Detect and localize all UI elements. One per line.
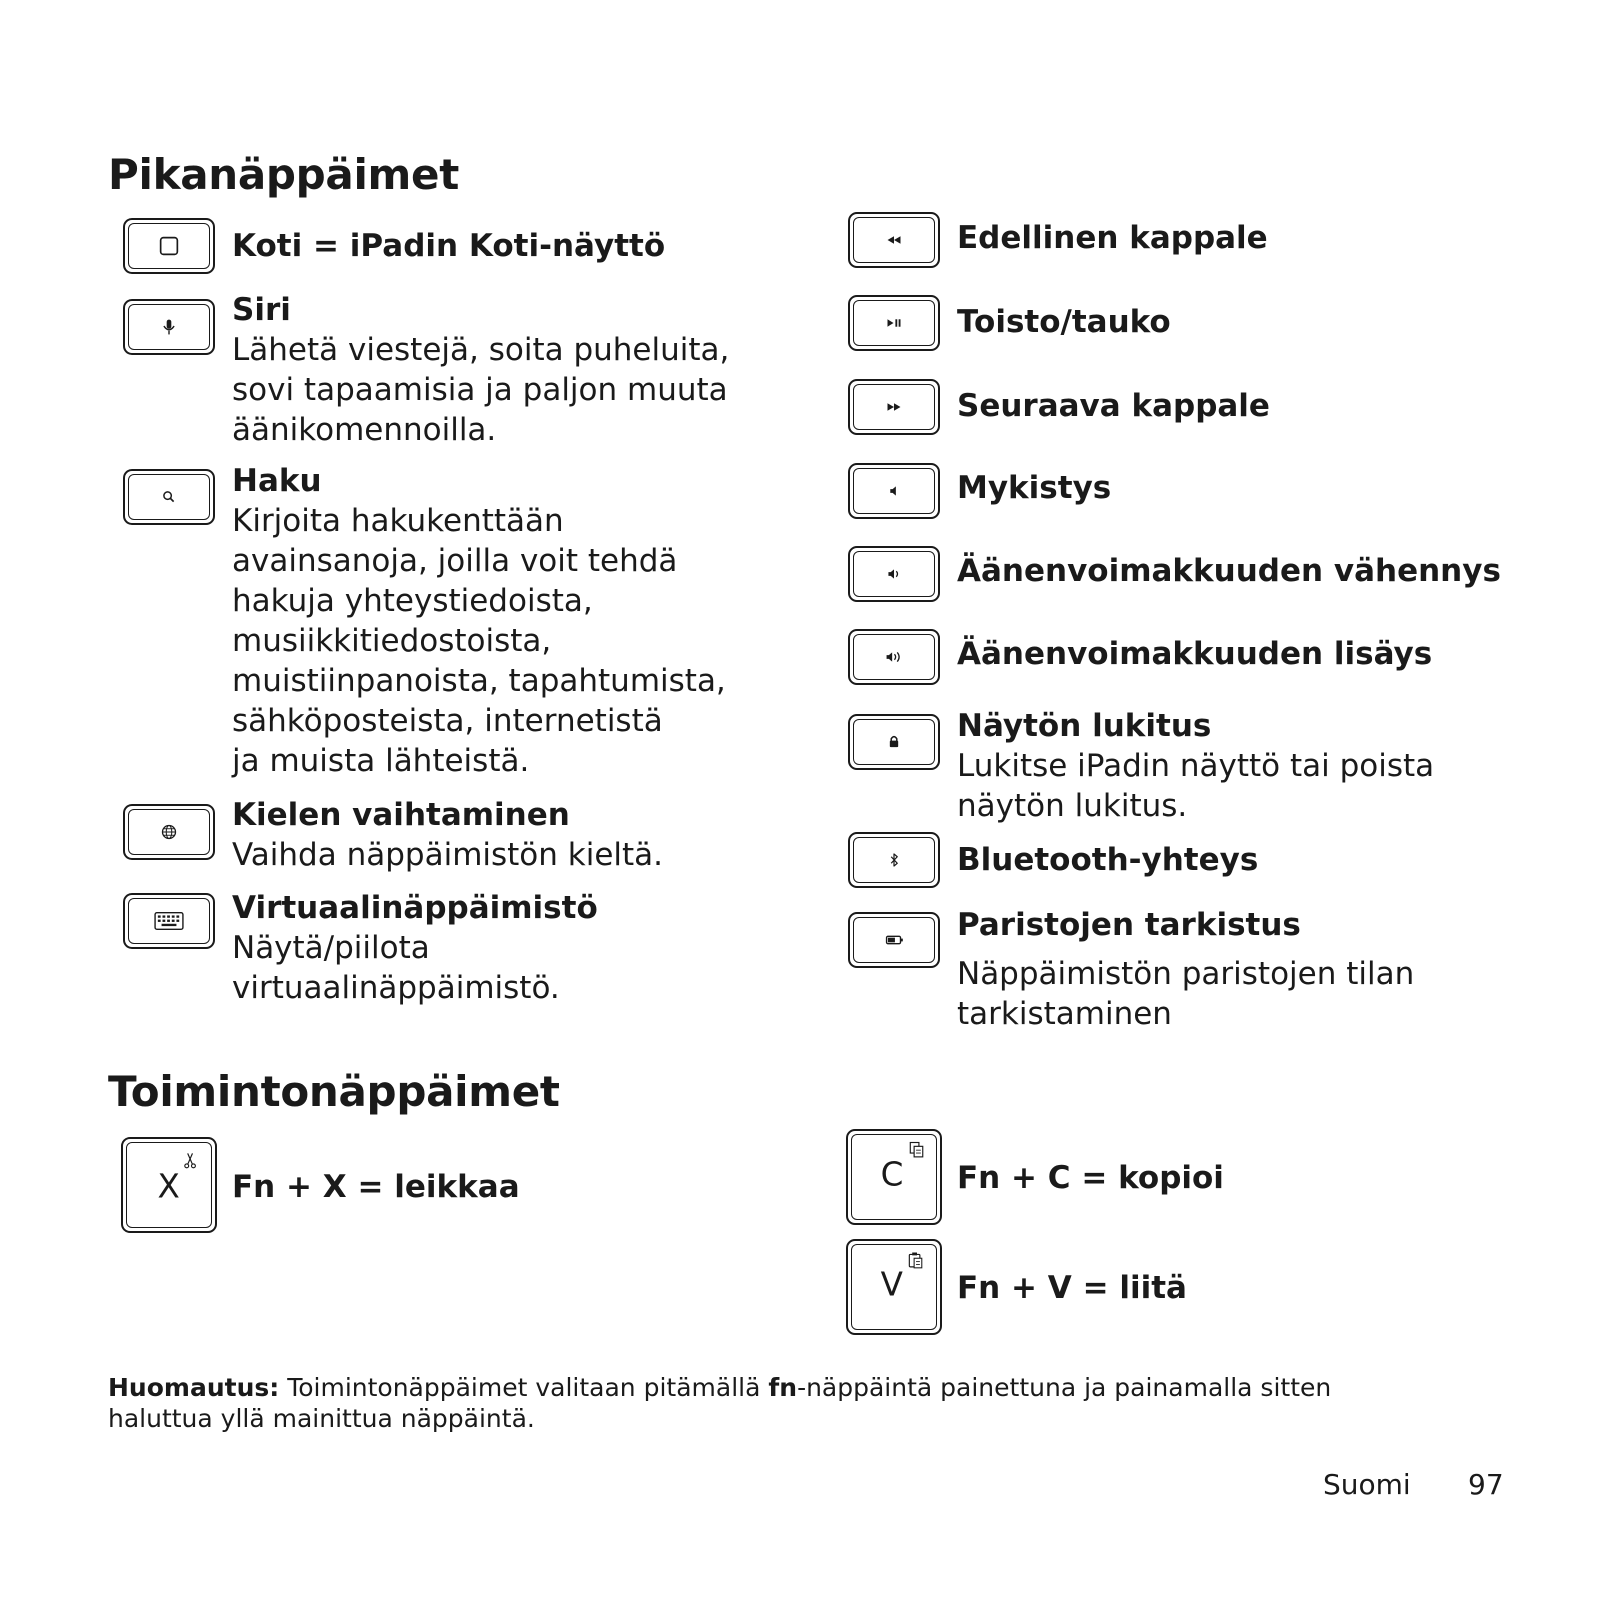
bluetooth-icon — [850, 834, 938, 886]
shortcut-lock-desc-line: Lukitse iPadin näyttö tai poista — [957, 748, 1435, 784]
virtual-keyboard-key — [123, 893, 215, 949]
shortcut-search-title: Haku — [232, 463, 322, 499]
battery-key — [848, 912, 940, 968]
fn-x-label: Fn + X = leikkaa — [232, 1169, 520, 1205]
section-title-shortcuts: Pikanäppäimet — [108, 150, 459, 199]
shortcut-search-desc-line: avainsanoja, joilla voit tehdä — [232, 543, 678, 579]
shortcut-search-desc-line: muistiinpanoista, tapahtumista, — [232, 663, 726, 699]
svg-text:X: X — [157, 1167, 180, 1206]
volume-up-key — [848, 629, 940, 685]
note — [108, 1372, 1528, 1434]
fn-v-label: Fn + V = liitä — [957, 1270, 1187, 1306]
shortcut-play-pause-title: Toisto/tauko — [957, 304, 1171, 340]
volume-down-icon — [850, 548, 938, 600]
shortcut-virtual-keyboard-title: Virtuaalinäppäimistö — [232, 890, 598, 926]
shortcut-volume-down-title: Äänenvoimakkuuden vähennys — [957, 553, 1501, 589]
bluetooth-key — [848, 832, 940, 888]
shortcut-siri-desc-line: äänikomennoilla. — [232, 412, 497, 448]
battery-icon — [850, 914, 938, 966]
shortcut-search-desc-line: sähköposteista, internetistä — [232, 703, 663, 739]
shortcut-siri-title: Siri — [232, 292, 291, 328]
shortcut-language — [232, 795, 663, 875]
shortcut-volume-down — [957, 551, 1501, 591]
shortcut-search — [232, 461, 726, 781]
shortcut-bluetooth — [957, 840, 1258, 880]
mute-icon — [850, 465, 938, 517]
shortcut-virtual-keyboard-desc-line: Näytä/piilota — [232, 930, 430, 966]
copy-icon — [848, 1131, 940, 1223]
svg-text:V: V — [880, 1265, 903, 1304]
siri-key — [123, 299, 215, 355]
shortcut-play-pause — [957, 302, 1171, 342]
microphone-icon — [125, 301, 213, 353]
previous-track-key — [848, 212, 940, 268]
lock-key — [848, 714, 940, 770]
shortcut-next-track — [957, 386, 1270, 426]
shortcut-volume-up-title: Äänenvoimakkuuden lisäys — [957, 636, 1433, 672]
shortcut-battery-title: Paristojen tarkistus — [957, 907, 1301, 943]
fn-x-key — [121, 1137, 217, 1233]
play-pause-key — [848, 295, 940, 351]
shortcut-bluetooth-title: Bluetooth-yhteys — [957, 842, 1259, 878]
scissors-icon — [123, 1139, 215, 1231]
shortcut-search-desc-line: ja muista lähteistä. — [232, 743, 530, 779]
section-title-function-keys: Toimintonäppäimet — [108, 1067, 560, 1116]
shortcut-lock-title: Näytön lukitus — [957, 708, 1212, 744]
svg-text:C: C — [880, 1155, 904, 1194]
shortcut-lock-desc-line: näytön lukitus. — [957, 788, 1188, 824]
lock-icon — [850, 716, 938, 768]
volume-down-key — [848, 546, 940, 602]
search-key — [123, 469, 215, 525]
shortcut-search-desc-line: Kirjoita hakukenttään — [232, 503, 564, 539]
note-text: Toimintonäppäimet valitaan pitämällä — [279, 1373, 769, 1402]
home-icon — [125, 220, 213, 272]
shortcut-siri-desc-line: Lähetä viestejä, soita puheluita, — [232, 332, 730, 368]
fn-v-key — [846, 1239, 942, 1335]
note-text: -näppäintä painettuna ja painamalla sitten — [797, 1373, 1332, 1402]
shortcut-mute — [957, 468, 1111, 508]
note-text: haluttua yllä mainittua näppäintä. — [108, 1404, 535, 1433]
play-pause-icon — [850, 297, 938, 349]
shortcut-mute-title: Mykistys — [957, 470, 1112, 506]
shortcut-battery-desc-line: tarkistaminen — [957, 996, 1172, 1032]
shortcut-search-desc-line: musiikkitiedostoista, — [232, 623, 552, 659]
volume-up-icon — [850, 631, 938, 683]
search-icon — [125, 471, 213, 523]
page-number: 97 — [1468, 1468, 1504, 1501]
shortcut-lock — [957, 706, 1434, 826]
note-fn: fn — [768, 1373, 798, 1402]
shortcut-language-title: Kielen vaihtaminen — [232, 797, 570, 833]
shortcut-previous-track-title: Edellinen kappale — [957, 220, 1268, 256]
shortcut-volume-up — [957, 634, 1432, 674]
keyboard-icon — [125, 895, 213, 947]
language-key — [123, 804, 215, 860]
mute-key — [848, 463, 940, 519]
shortcut-siri — [232, 290, 729, 450]
shortcut-home-title: Koti = iPadin Koti-näyttö — [232, 228, 666, 264]
fn-c-key — [846, 1129, 942, 1225]
note-label: Huomautus: — [108, 1373, 280, 1402]
shortcut-battery — [957, 905, 1414, 1034]
shortcut-previous-track — [957, 218, 1268, 258]
home-key — [123, 218, 215, 274]
rewind-icon — [850, 214, 938, 266]
shortcut-siri-desc-line: sovi tapaamisia ja paljon muuta — [232, 372, 728, 408]
shortcut-virtual-keyboard — [232, 888, 598, 1008]
shortcut-battery-desc-line: Näppäimistön paristojen tilan — [957, 956, 1415, 992]
shortcut-search-desc-line: hakuja yhteystiedoista, — [232, 583, 593, 619]
next-track-key — [848, 379, 940, 435]
globe-icon — [125, 806, 213, 858]
fn-c-label: Fn + C = kopioi — [957, 1160, 1224, 1196]
paste-icon — [848, 1241, 940, 1333]
fast-forward-icon — [850, 381, 938, 433]
shortcut-virtual-keyboard-desc-line: virtuaalinäppäimistö. — [232, 970, 560, 1006]
footer-language: Suomi — [1323, 1468, 1411, 1501]
shortcut-home — [232, 226, 665, 266]
shortcut-language-desc-line: Vaihda näppäimistön kieltä. — [232, 837, 664, 873]
shortcut-next-track-title: Seuraava kappale — [957, 388, 1270, 424]
